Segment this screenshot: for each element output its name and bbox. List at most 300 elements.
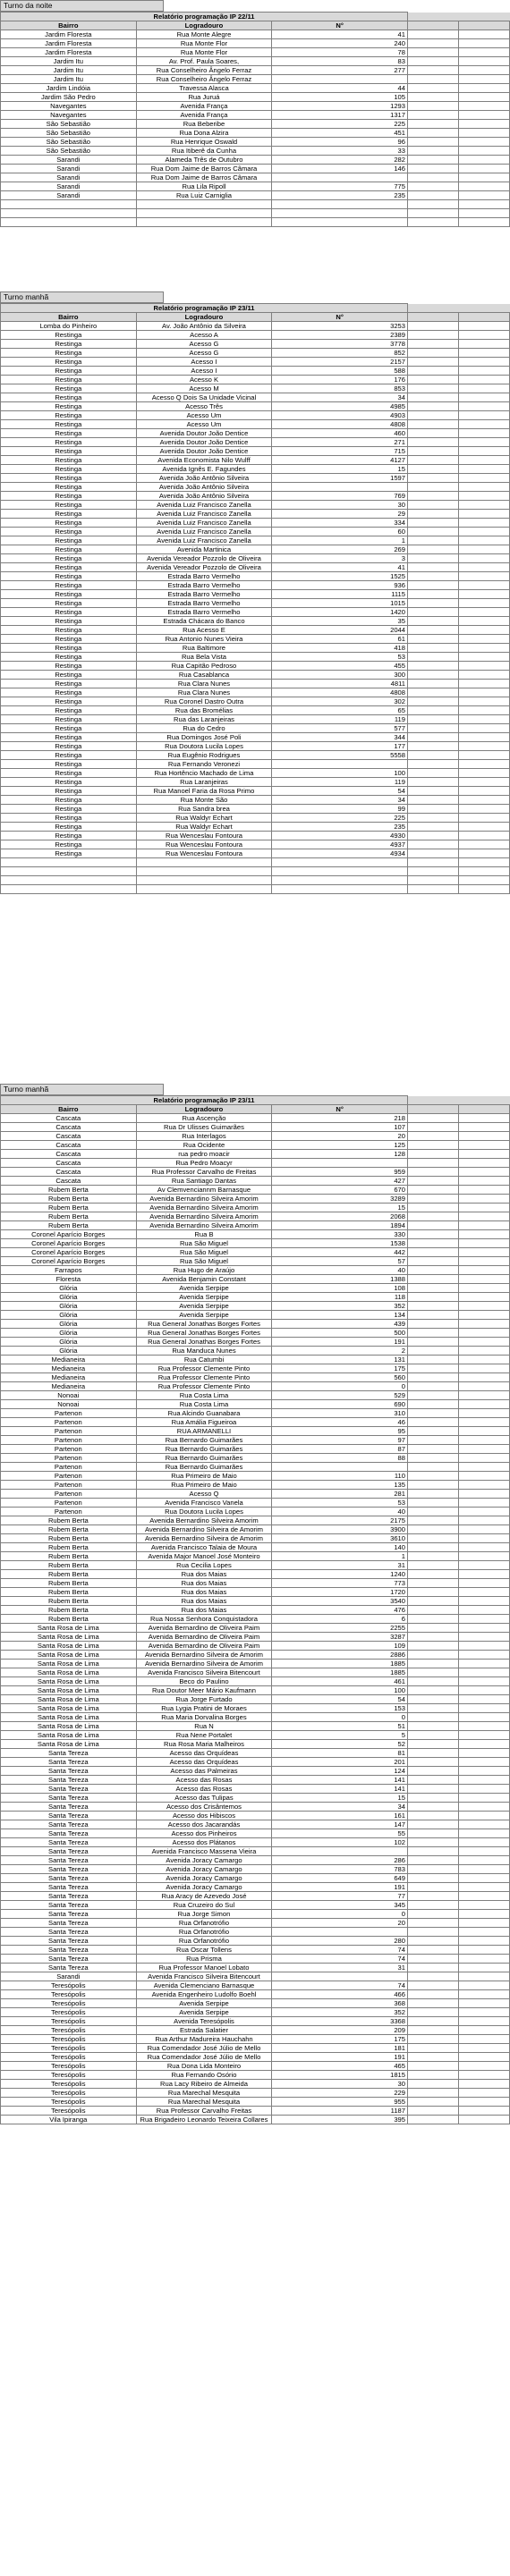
cell-logradouro[interactable]: Avenida Luiz Francisco Zanella — [136, 528, 272, 536]
cell-bairro[interactable]: Partenon — [1, 1508, 137, 1516]
empty-cell[interactable] — [459, 840, 510, 849]
cell-logradouro[interactable]: Rua Capitão Pedroso — [136, 662, 272, 671]
cell-numero[interactable]: 131 — [272, 1356, 408, 1364]
cell-bairro[interactable]: Rubem Berta — [1, 1534, 137, 1543]
cell-numero[interactable]: 395 — [272, 2116, 408, 2124]
cell-logradouro[interactable]: Avenida Bernardino Silveira Amorim — [136, 1195, 272, 1204]
empty-cell[interactable] — [408, 1758, 459, 1767]
empty-cell[interactable] — [408, 1964, 459, 1972]
empty-cell[interactable] — [408, 680, 459, 688]
cell-logradouro[interactable]: Rua Bernardo Guimarães — [136, 1463, 272, 1472]
cell-logradouro[interactable]: Rua Fernando Veronezi — [136, 760, 272, 769]
cell-logradouro[interactable]: Avenida Vereador Pozzolo de Oliveira — [136, 554, 272, 563]
empty-cell[interactable] — [408, 102, 459, 111]
empty-cell[interactable] — [408, 456, 459, 465]
empty-cell[interactable] — [408, 1534, 459, 1543]
empty-cell[interactable] — [408, 840, 459, 849]
empty-cell[interactable] — [459, 1722, 510, 1731]
cell-logradouro[interactable]: Avenida Bernardino Silveira Amorim — [136, 1212, 272, 1221]
cell-bairro[interactable]: Rubem Berta — [1, 1561, 137, 1570]
cell-numero[interactable]: 936 — [272, 581, 408, 590]
cell-logradouro[interactable]: Avenida Francisco Vanela — [136, 1499, 272, 1508]
empty-cell[interactable] — [408, 1525, 459, 1534]
cell-logradouro[interactable]: Avenida Bernardino Silveira Amorim — [136, 1516, 272, 1525]
cell-logradouro[interactable]: Av. João Antônio da Silveira — [136, 322, 272, 331]
cell-numero[interactable]: 1 — [272, 536, 408, 545]
empty-cell[interactable] — [459, 1642, 510, 1651]
cell-bairro[interactable]: Rubem Berta — [1, 1543, 137, 1552]
empty-cell[interactable] — [459, 1838, 510, 1847]
empty-cell[interactable] — [408, 93, 459, 102]
empty-cell[interactable] — [459, 322, 510, 331]
empty-cell[interactable] — [459, 304, 510, 313]
cell-numero[interactable]: 140 — [272, 1543, 408, 1552]
cell-bairro[interactable]: Santa Rosa de Lima — [1, 1731, 137, 1740]
cell-bairro[interactable]: Restinga — [1, 376, 137, 384]
empty-cell[interactable] — [408, 2071, 459, 2080]
empty-cell[interactable] — [408, 1570, 459, 1579]
cell-bairro[interactable]: Restinga — [1, 832, 137, 840]
empty-cell[interactable] — [408, 1499, 459, 1508]
empty-cell[interactable] — [408, 1615, 459, 1624]
cell-bairro[interactable]: Glória — [1, 1347, 137, 1356]
cell-bairro[interactable]: Restinga — [1, 662, 137, 671]
empty-cell[interactable] — [459, 1373, 510, 1382]
cell-numero[interactable]: 277 — [272, 66, 408, 75]
cell-numero[interactable] — [272, 1159, 408, 1168]
cell-bairro[interactable]: Santa Rosa de Lima — [1, 1695, 137, 1704]
empty-cell[interactable] — [459, 1865, 510, 1874]
empty-cell[interactable] — [459, 1168, 510, 1177]
cell-logradouro[interactable]: Rua Costa Lima — [136, 1400, 272, 1409]
cell-logradouro[interactable]: Acesso dos Plátanos — [136, 1838, 272, 1847]
cell-logradouro[interactable]: Rua Orfanotrófio — [136, 1919, 272, 1928]
empty-cell[interactable] — [459, 849, 510, 858]
empty-cell[interactable] — [408, 1266, 459, 1275]
cell-logradouro[interactable]: Rua Lygia Pratini de Moraes — [136, 1704, 272, 1713]
cell-bairro[interactable]: Santa Tereza — [1, 1856, 137, 1865]
cell-bairro[interactable]: Cascata — [1, 1177, 137, 1186]
cell-numero[interactable]: 769 — [272, 492, 408, 501]
empty-cell[interactable] — [408, 697, 459, 706]
cell-numero[interactable]: 271 — [272, 438, 408, 447]
empty-cell[interactable] — [408, 1785, 459, 1794]
cell-logradouro[interactable]: Avenida Engenheiro Ludolfo Boehl — [136, 1990, 272, 1999]
cell-logradouro[interactable]: Rua Luiz Carniglia — [136, 191, 272, 200]
empty-cell[interactable] — [408, 1418, 459, 1427]
empty-cell[interactable] — [408, 2116, 459, 2124]
cell-bairro[interactable]: Restinga — [1, 644, 137, 653]
cell-numero[interactable]: 128 — [272, 1150, 408, 1159]
empty-cell[interactable] — [408, 1293, 459, 1302]
cell-numero[interactable]: 959 — [272, 1168, 408, 1177]
empty-cell[interactable] — [408, 1856, 459, 1865]
empty-cell[interactable] — [408, 733, 459, 742]
empty-cell[interactable] — [408, 760, 459, 769]
cell-logradouro[interactable]: Rua Brigadeiro Leonardo Teixeira Collares — [136, 2116, 272, 2124]
cell-numero[interactable]: 147 — [272, 1820, 408, 1829]
empty-cell[interactable] — [459, 510, 510, 519]
cell-bairro[interactable]: Medianeira — [1, 1382, 137, 1391]
empty-cell[interactable] — [459, 2098, 510, 2107]
cell-logradouro[interactable]: Avenida Economista Nilo Wulff — [136, 456, 272, 465]
cell-numero[interactable]: 15 — [272, 465, 408, 474]
empty-cell[interactable] — [459, 1516, 510, 1525]
empty-cell[interactable] — [408, 173, 459, 182]
empty-cell[interactable] — [459, 688, 510, 697]
cell-numero[interactable]: 1317 — [272, 111, 408, 120]
empty-cell[interactable] — [408, 688, 459, 697]
cell-bairro[interactable]: Restinga — [1, 760, 137, 769]
cell-numero[interactable] — [272, 1463, 408, 1472]
cell-bairro[interactable]: Jardim Lindóia — [1, 84, 137, 93]
cell-bairro[interactable]: Jardim Floresta — [1, 48, 137, 57]
cell-logradouro[interactable]: Rua Professor Clemente Pinto — [136, 1382, 272, 1391]
cell-logradouro[interactable]: Avenida Bernardino Silveira Amorim — [136, 1221, 272, 1230]
empty-cell[interactable] — [459, 554, 510, 563]
empty-cell[interactable] — [459, 1552, 510, 1561]
empty-cell[interactable] — [408, 1740, 459, 1749]
empty-cell[interactable] — [459, 715, 510, 724]
empty-cell[interactable] — [459, 2116, 510, 2124]
cell-logradouro[interactable]: Rua Marechal Mesquita — [136, 2089, 272, 2098]
empty-cell[interactable] — [408, 1722, 459, 1731]
empty-cell[interactable] — [408, 832, 459, 840]
empty-cell[interactable] — [459, 867, 510, 876]
cell-logradouro[interactable]: Rua Dom Jaime de Barros Câmara — [136, 173, 272, 182]
cell-bairro[interactable]: Restinga — [1, 358, 137, 367]
cell-logradouro[interactable]: Avenida Doutor João Dentice — [136, 429, 272, 438]
empty-cell[interactable] — [459, 111, 510, 120]
cell-logradouro[interactable]: Rua Waldyr Echart — [136, 823, 272, 832]
cell-bairro[interactable]: Rubem Berta — [1, 1588, 137, 1597]
cell-numero[interactable]: 201 — [272, 1758, 408, 1767]
empty-cell[interactable] — [459, 501, 510, 510]
cell-logradouro[interactable]: Acesso dos Hibiscos — [136, 1812, 272, 1820]
empty-cell[interactable] — [408, 1624, 459, 1633]
cell-logradouro[interactable]: Avenida Bernardino de Oliveira Paim — [136, 1642, 272, 1651]
cell-bairro[interactable]: Glória — [1, 1284, 137, 1293]
empty-cell[interactable] — [408, 1794, 459, 1803]
cell-logradouro[interactable]: Acesso das Rosas — [136, 1776, 272, 1785]
cell-logradouro[interactable]: Rua Monte Alegre — [136, 30, 272, 39]
cell-bairro[interactable]: Restinga — [1, 536, 137, 545]
empty-cell[interactable] — [408, 1329, 459, 1338]
cell-logradouro[interactable]: Rua Itiberê da Cunha — [136, 147, 272, 156]
empty-cell[interactable] — [459, 769, 510, 778]
empty-cell[interactable] — [459, 1767, 510, 1776]
cell-numero[interactable]: 1597 — [272, 474, 408, 483]
cell-logradouro[interactable]: Avenida Bernardino Silveira de Amorim — [136, 1651, 272, 1660]
empty-cell[interactable] — [459, 165, 510, 173]
empty-cell[interactable] — [408, 1713, 459, 1722]
empty-cell[interactable] — [1, 209, 137, 218]
empty-cell[interactable] — [459, 787, 510, 796]
empty-cell[interactable] — [408, 420, 459, 429]
cell-numero[interactable]: 52 — [272, 1740, 408, 1749]
cell-bairro[interactable]: Restinga — [1, 635, 137, 644]
cell-logradouro[interactable]: rua pedro moacir — [136, 1150, 272, 1159]
empty-cell[interactable] — [408, 2026, 459, 2035]
empty-cell[interactable] — [408, 402, 459, 411]
cell-numero[interactable]: 99 — [272, 805, 408, 814]
empty-cell[interactable] — [408, 209, 459, 218]
cell-logradouro[interactable]: Rua Bela Vista — [136, 653, 272, 662]
cell-bairro[interactable]: Nonoai — [1, 1391, 137, 1400]
cell-bairro[interactable]: Teresópolis — [1, 1990, 137, 1999]
cell-logradouro[interactable]: Acesso dos Crisântemos — [136, 1803, 272, 1812]
cell-bairro[interactable]: Santa Tereza — [1, 1883, 137, 1892]
empty-cell[interactable] — [459, 173, 510, 182]
cell-logradouro[interactable]: Rua Monte São — [136, 796, 272, 805]
cell-bairro[interactable]: Restinga — [1, 715, 137, 724]
cell-numero[interactable]: 102 — [272, 1838, 408, 1847]
cell-numero[interactable]: 281 — [272, 1490, 408, 1499]
empty-cell[interactable] — [459, 1955, 510, 1964]
cell-logradouro[interactable]: Avenida Bernardino de Oliveira Paim — [136, 1624, 272, 1633]
cell-numero[interactable]: 125 — [272, 1141, 408, 1150]
cell-numero[interactable]: 2389 — [272, 331, 408, 340]
cell-bairro[interactable]: Teresópolis — [1, 2107, 137, 2116]
empty-cell[interactable] — [459, 1320, 510, 1329]
cell-numero[interactable]: 1388 — [272, 1275, 408, 1284]
cell-bairro[interactable]: São Sebastião — [1, 147, 137, 156]
empty-cell[interactable] — [408, 1847, 459, 1856]
cell-numero[interactable]: 175 — [272, 1364, 408, 1373]
empty-cell[interactable] — [408, 393, 459, 402]
empty-cell[interactable] — [408, 1776, 459, 1785]
cell-numero[interactable]: 65 — [272, 706, 408, 715]
empty-cell[interactable] — [408, 84, 459, 93]
cell-logradouro[interactable]: Avenida Francisco Talaia de Moura — [136, 1543, 272, 1552]
empty-cell[interactable] — [408, 2062, 459, 2071]
cell-bairro[interactable]: Coronel Aparício Borges — [1, 1248, 137, 1257]
empty-cell[interactable] — [459, 1525, 510, 1534]
cell-bairro[interactable]: Restinga — [1, 438, 137, 447]
empty-cell[interactable] — [408, 1445, 459, 1454]
cell-logradouro[interactable]: Rua Waldyr Echart — [136, 814, 272, 823]
cell-numero[interactable]: 4127 — [272, 456, 408, 465]
empty-cell[interactable] — [459, 1874, 510, 1883]
cell-bairro[interactable]: Jardim Itu — [1, 66, 137, 75]
empty-cell[interactable] — [459, 120, 510, 129]
empty-cell[interactable] — [459, 778, 510, 787]
cell-logradouro[interactable]: Rua Orfanotrófio — [136, 1937, 272, 1946]
empty-cell[interactable] — [459, 93, 510, 102]
empty-cell[interactable] — [459, 545, 510, 554]
cell-bairro[interactable]: Santa Tereza — [1, 1794, 137, 1803]
cell-bairro[interactable]: Partenon — [1, 1445, 137, 1454]
empty-cell[interactable] — [408, 1543, 459, 1552]
cell-numero[interactable]: 852 — [272, 349, 408, 358]
cell-bairro[interactable]: Santa Tereza — [1, 1785, 137, 1794]
empty-cell[interactable] — [272, 218, 408, 227]
cell-bairro[interactable]: Restinga — [1, 706, 137, 715]
empty-cell[interactable] — [459, 1230, 510, 1239]
cell-logradouro[interactable]: Rua Baltimore — [136, 644, 272, 653]
empty-cell[interactable] — [459, 1195, 510, 1204]
empty-cell[interactable] — [459, 680, 510, 688]
cell-numero[interactable]: 461 — [272, 1677, 408, 1686]
empty-cell[interactable] — [459, 1508, 510, 1516]
empty-cell[interactable] — [459, 1999, 510, 2008]
empty-cell[interactable] — [459, 1490, 510, 1499]
empty-cell[interactable] — [1, 885, 137, 894]
cell-numero[interactable]: 670 — [272, 1186, 408, 1195]
cell-numero[interactable] — [272, 760, 408, 769]
cell-numero[interactable]: 3287 — [272, 1633, 408, 1642]
cell-bairro[interactable]: Teresópolis — [1, 2035, 137, 2044]
cell-bairro[interactable]: Partenon — [1, 1481, 137, 1490]
cell-logradouro[interactable]: Rua Wenceslau Fontoura — [136, 840, 272, 849]
cell-logradouro[interactable]: Beco do Paulino — [136, 1677, 272, 1686]
cell-logradouro[interactable]: Rua Comendador José Júlio de Mello — [136, 2053, 272, 2062]
cell-logradouro[interactable]: Rua Interlagos — [136, 1132, 272, 1141]
empty-cell[interactable] — [408, 147, 459, 156]
cell-logradouro[interactable]: Rua Doutor Meer Mário Kaufmann — [136, 1686, 272, 1695]
empty-cell[interactable] — [408, 75, 459, 84]
cell-logradouro[interactable]: Rua Lacy Ribeiro de Almeida — [136, 2080, 272, 2089]
empty-cell[interactable] — [408, 1150, 459, 1159]
cell-logradouro[interactable]: Avenida Luiz Francisco Zanella — [136, 510, 272, 519]
empty-cell[interactable] — [459, 706, 510, 715]
cell-numero[interactable]: 500 — [272, 1329, 408, 1338]
cell-logradouro[interactable]: Acesso K — [136, 376, 272, 384]
empty-cell[interactable] — [459, 1946, 510, 1955]
cell-numero[interactable]: 119 — [272, 715, 408, 724]
cell-bairro[interactable]: Rubem Berta — [1, 1606, 137, 1615]
empty-cell[interactable] — [459, 1204, 510, 1212]
empty-cell[interactable] — [408, 1248, 459, 1257]
cell-bairro[interactable]: Sarandi — [1, 182, 137, 191]
cell-logradouro[interactable]: Avenida Serpipe — [136, 1311, 272, 1320]
cell-numero[interactable]: 465 — [272, 2062, 408, 2071]
empty-cell[interactable] — [459, 1382, 510, 1391]
cell-numero[interactable]: 40 — [272, 1508, 408, 1516]
cell-logradouro[interactable]: Rua Alcindo Guanabara — [136, 1409, 272, 1418]
empty-cell[interactable] — [408, 1597, 459, 1606]
cell-logradouro[interactable]: Avenida Serpipe — [136, 2008, 272, 2017]
empty-cell[interactable] — [459, 796, 510, 805]
cell-numero[interactable]: 175 — [272, 2035, 408, 2044]
cell-logradouro[interactable]: Rua Professor Clemente Pinto — [136, 1373, 272, 1382]
empty-cell[interactable] — [459, 1615, 510, 1624]
empty-cell[interactable] — [459, 1704, 510, 1713]
cell-bairro[interactable]: Santa Rosa de Lima — [1, 1686, 137, 1695]
cell-bairro[interactable]: Partenon — [1, 1463, 137, 1472]
empty-cell[interactable] — [459, 697, 510, 706]
cell-bairro[interactable]: Restinga — [1, 545, 137, 554]
cell-logradouro[interactable]: Rua Catumbi — [136, 1356, 272, 1364]
empty-cell[interactable] — [459, 1990, 510, 1999]
cell-logradouro[interactable]: Rua Aracy de Azevedo José — [136, 1892, 272, 1901]
cell-numero[interactable]: 344 — [272, 733, 408, 742]
cell-logradouro[interactable]: Rua Prisma — [136, 1955, 272, 1964]
cell-logradouro[interactable]: Avenida Teresópolis — [136, 2017, 272, 2026]
empty-cell[interactable] — [408, 510, 459, 519]
cell-logradouro[interactable]: Avenida Serpipe — [136, 1293, 272, 1302]
empty-cell[interactable] — [408, 1651, 459, 1660]
cell-logradouro[interactable]: Avenida Luiz Francisco Zanella — [136, 519, 272, 528]
empty-cell[interactable] — [408, 554, 459, 563]
cell-bairro[interactable]: Glória — [1, 1293, 137, 1302]
cell-numero[interactable]: 87 — [272, 1445, 408, 1454]
empty-cell[interactable] — [408, 617, 459, 626]
empty-cell[interactable] — [408, 1928, 459, 1937]
cell-numero[interactable]: 529 — [272, 1391, 408, 1400]
cell-logradouro[interactable]: Rua dos Maias — [136, 1597, 272, 1606]
empty-cell[interactable] — [408, 1865, 459, 1874]
cell-numero[interactable]: 853 — [272, 384, 408, 393]
cell-logradouro[interactable]: Avenida João Antônio Silveira — [136, 483, 272, 492]
cell-numero[interactable]: 3540 — [272, 1597, 408, 1606]
empty-cell[interactable] — [459, 1177, 510, 1186]
empty-cell[interactable] — [459, 1820, 510, 1829]
cell-logradouro[interactable]: Rua Wenceslau Fontoura — [136, 849, 272, 858]
cell-bairro[interactable]: Restinga — [1, 393, 137, 402]
empty-cell[interactable] — [459, 733, 510, 742]
empty-cell[interactable] — [408, 599, 459, 608]
cell-logradouro[interactable]: Avenida Joracy Camargo — [136, 1856, 272, 1865]
cell-bairro[interactable]: Restinga — [1, 349, 137, 358]
empty-cell[interactable] — [136, 876, 272, 885]
cell-numero[interactable]: 77 — [272, 1892, 408, 1901]
cell-logradouro[interactable]: Avenida Bernardino Silveira de Amorim — [136, 1660, 272, 1668]
cell-logradouro[interactable]: Rua Pedro Moacyr — [136, 1159, 272, 1168]
cell-bairro[interactable]: Teresópolis — [1, 2071, 137, 2080]
cell-bairro[interactable]: Glória — [1, 1320, 137, 1329]
cell-numero[interactable]: 451 — [272, 129, 408, 138]
cell-numero[interactable]: 15 — [272, 1204, 408, 1212]
cell-numero[interactable]: 118 — [272, 1293, 408, 1302]
cell-bairro[interactable]: Restinga — [1, 778, 137, 787]
cell-numero[interactable]: 34 — [272, 796, 408, 805]
empty-cell[interactable] — [408, 1838, 459, 1847]
empty-cell[interactable] — [459, 1257, 510, 1266]
empty-cell[interactable] — [408, 1990, 459, 1999]
empty-cell[interactable] — [408, 858, 459, 867]
cell-bairro[interactable]: Teresópolis — [1, 2026, 137, 2035]
cell-numero[interactable]: 368 — [272, 1999, 408, 2008]
cell-logradouro[interactable]: Rua Acesso E — [136, 626, 272, 635]
empty-cell[interactable] — [408, 1159, 459, 1168]
cell-numero[interactable]: 54 — [272, 1695, 408, 1704]
cell-numero[interactable]: 476 — [272, 1606, 408, 1615]
empty-cell[interactable] — [408, 1883, 459, 1892]
cell-logradouro[interactable]: Rua Nene Portalet — [136, 1731, 272, 1740]
cell-numero[interactable]: 20 — [272, 1132, 408, 1141]
empty-cell[interactable] — [408, 1347, 459, 1356]
empty-cell[interactable] — [459, 1561, 510, 1570]
cell-logradouro[interactable]: Estrada Chácara do Banco — [136, 617, 272, 626]
cell-numero[interactable]: 330 — [272, 1230, 408, 1239]
cell-bairro[interactable]: Restinga — [1, 769, 137, 778]
empty-cell[interactable] — [459, 429, 510, 438]
cell-logradouro[interactable]: Acesso das Orquídeas — [136, 1758, 272, 1767]
empty-cell[interactable] — [408, 1910, 459, 1919]
cell-bairro[interactable]: Navegantes — [1, 111, 137, 120]
empty-cell[interactable] — [408, 1463, 459, 1472]
empty-cell[interactable] — [408, 1812, 459, 1820]
empty-cell[interactable] — [459, 102, 510, 111]
empty-cell[interactable] — [408, 528, 459, 536]
cell-bairro[interactable]: Restinga — [1, 751, 137, 760]
cell-logradouro[interactable]: Avenida Bernardino Silveira Amorim — [136, 1204, 272, 1212]
cell-logradouro[interactable]: Rua Professor Manoel Lobato — [136, 1964, 272, 1972]
empty-cell[interactable] — [459, 858, 510, 867]
cell-logradouro[interactable]: Rua Casablanca — [136, 671, 272, 680]
empty-cell[interactable] — [408, 1436, 459, 1445]
